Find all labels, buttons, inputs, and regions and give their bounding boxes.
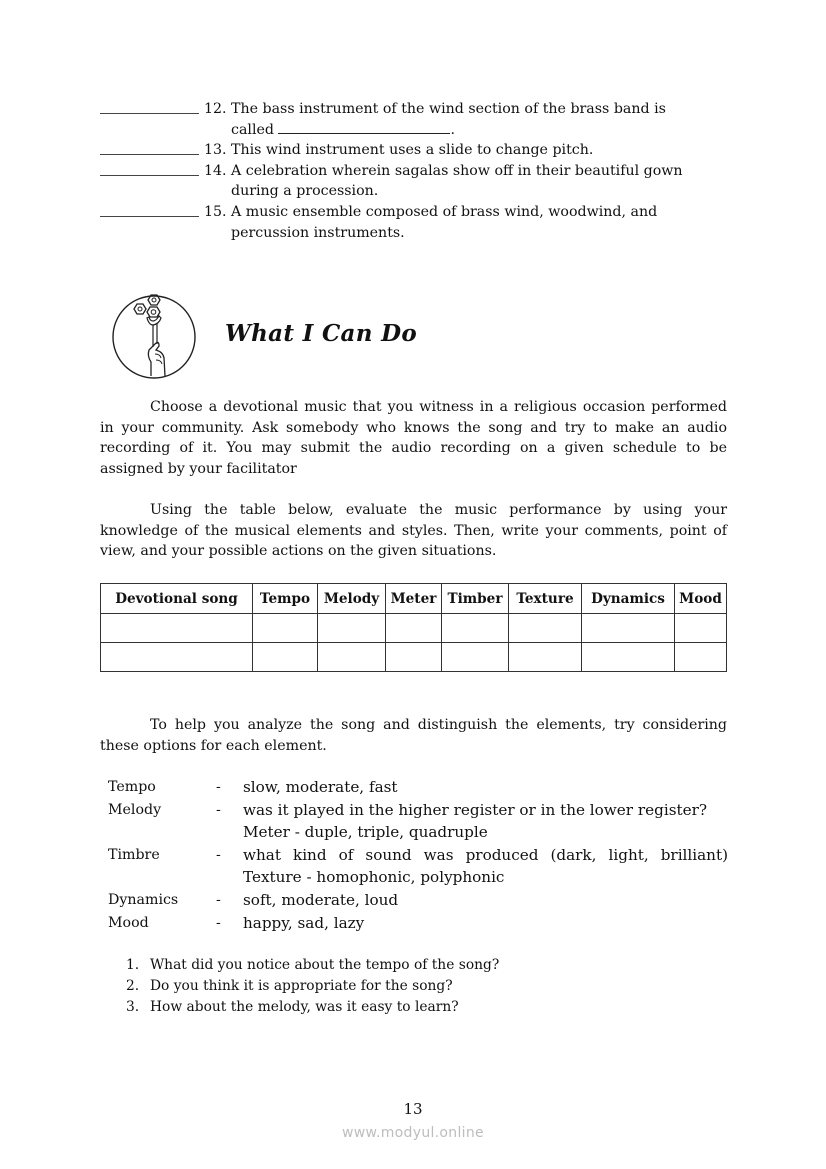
option-dash — [216, 866, 243, 889]
table-cell[interactable] — [582, 614, 675, 643]
option-value: Texture - homophonic, polyphonic — [243, 868, 505, 887]
answer-blank[interactable] — [100, 113, 199, 114]
option-dash: - — [216, 914, 221, 931]
answer-blank[interactable] — [100, 175, 199, 176]
item-text: The bass instrument of the wind section of the brass band is — [231, 101, 666, 117]
option-label — [108, 866, 216, 889]
header-melody: Melody — [318, 584, 386, 614]
item-text: A celebration wherein sagalas show off in their beautiful gown — [231, 162, 683, 179]
table-cell[interactable] — [509, 643, 582, 672]
option-label: Tempo — [108, 779, 156, 795]
option-label: Melody — [108, 801, 162, 818]
table-cell[interactable] — [582, 643, 675, 672]
table-cell[interactable] — [442, 643, 509, 672]
quiz-item-12 — [100, 99, 740, 140]
quiz-items — [100, 99, 740, 243]
item-period: . — [450, 121, 455, 138]
option-value: slow, moderate, fast — [243, 778, 398, 796]
option-dash: - — [216, 846, 221, 863]
question-item — [126, 976, 499, 997]
table-row — [101, 643, 727, 672]
table-cell[interactable] — [675, 643, 727, 672]
header-dynamics: Dynamics — [582, 584, 675, 614]
section-title: What I Can Do — [225, 320, 417, 347]
paragraph-text: To help you analyze the song and distinguish the elements, try considering these options for each element. — [100, 717, 727, 754]
option-row-mood — [108, 912, 728, 935]
question-number: 3. — [126, 998, 140, 1015]
instruction-paragraph-1 — [100, 397, 727, 479]
item-number: 15. — [204, 203, 227, 220]
question-text: How about the melody, was it easy to learn? — [150, 998, 459, 1015]
option-dash: - — [216, 801, 221, 818]
table-cell[interactable] — [253, 643, 318, 672]
answer-blank[interactable] — [100, 216, 199, 217]
guide-questions — [126, 955, 499, 1017]
question-item — [126, 997, 499, 1018]
item-number: 13. — [204, 142, 227, 159]
item-continuation: during a procession. — [231, 183, 379, 200]
item-text-called: called — [231, 121, 274, 138]
option-dash — [216, 821, 243, 844]
table-cell[interactable] — [675, 614, 727, 643]
header-devotional-song: Devotional song — [101, 584, 253, 614]
paragraph-text: Using the table below, evaluate the music performance by using your knowledge of the musical elements and styles. Then, write your comments, point of view, and your possible actions on the given situations. — [100, 502, 727, 560]
inline-answer-blank[interactable] — [278, 120, 450, 134]
question-number: 2. — [126, 977, 140, 994]
option-row-meter — [108, 821, 728, 844]
option-dash: - — [216, 891, 221, 908]
item-continuation: percussion instruments. — [231, 224, 405, 241]
table-cell[interactable] — [442, 614, 509, 643]
table-cell[interactable] — [101, 614, 253, 643]
option-value: happy, sad, lazy — [243, 913, 365, 932]
instruction-paragraph-2 — [100, 500, 727, 562]
option-row-texture — [108, 866, 728, 889]
quiz-item-14 — [100, 161, 740, 202]
quiz-item-13 — [100, 140, 740, 161]
question-item — [126, 955, 499, 976]
option-row-timbre — [108, 844, 728, 867]
option-label: Dynamics — [108, 891, 179, 908]
table-cell[interactable] — [318, 643, 386, 672]
option-value: what kind of sound was produced (dark, light, brilliant) — [243, 845, 728, 864]
page-number: 13 — [403, 1100, 423, 1118]
header-mood: Mood — [675, 584, 727, 614]
item-text: This wind instrument uses a slide to change pitch. — [231, 142, 594, 159]
header-texture: Texture — [509, 584, 582, 614]
table-cell[interactable] — [386, 614, 442, 643]
question-number: 1. — [126, 957, 140, 973]
item-text: A music ensemble composed of brass wind, woodwind, and — [231, 203, 658, 220]
option-value: was it played in the higher register or in the lower register? — [243, 800, 707, 819]
table-cell[interactable] — [101, 643, 253, 672]
question-text: Do you think it is appropriate for the song? — [150, 977, 453, 994]
hand-with-wrench-and-nuts-icon — [111, 292, 197, 382]
table-cell[interactable] — [318, 614, 386, 643]
element-options-list — [108, 776, 728, 934]
header-timber: Timber — [442, 584, 509, 614]
table-cell[interactable] — [386, 643, 442, 672]
table-cell[interactable] — [509, 614, 582, 643]
option-value: Meter - duple, triple, quadruple — [243, 823, 488, 842]
option-value: soft, moderate, loud — [243, 890, 399, 909]
option-label — [108, 821, 216, 844]
answer-blank[interactable] — [100, 154, 199, 155]
header-tempo: Tempo — [253, 584, 318, 614]
header-meter: Meter — [386, 584, 442, 614]
paragraph-text: Choose a devotional music that you witness in a religious occasion performed in your community. Ask somebody who knows the song and try to make an audio recording of it. You may submit the audio recording on a given schedule to be assigned by your facilitator — [100, 399, 727, 477]
table-header-row — [101, 584, 727, 614]
option-row-tempo — [108, 776, 728, 799]
evaluation-table — [100, 583, 727, 672]
item-number: 14. — [204, 162, 227, 179]
instruction-paragraph-3 — [100, 715, 727, 756]
option-row-melody — [108, 799, 728, 822]
quiz-item-15 — [100, 202, 740, 243]
item-continuation — [204, 120, 740, 141]
option-label: Mood — [108, 914, 149, 931]
item-number: 12. — [204, 101, 227, 117]
option-dash: - — [216, 779, 221, 795]
table-row — [101, 614, 727, 643]
option-row-dynamics — [108, 889, 728, 912]
table-cell[interactable] — [253, 614, 318, 643]
question-text: What did you notice about the tempo of the song? — [150, 957, 500, 973]
option-label: Timbre — [108, 846, 160, 863]
watermark: www.modyul.online — [342, 1125, 484, 1141]
